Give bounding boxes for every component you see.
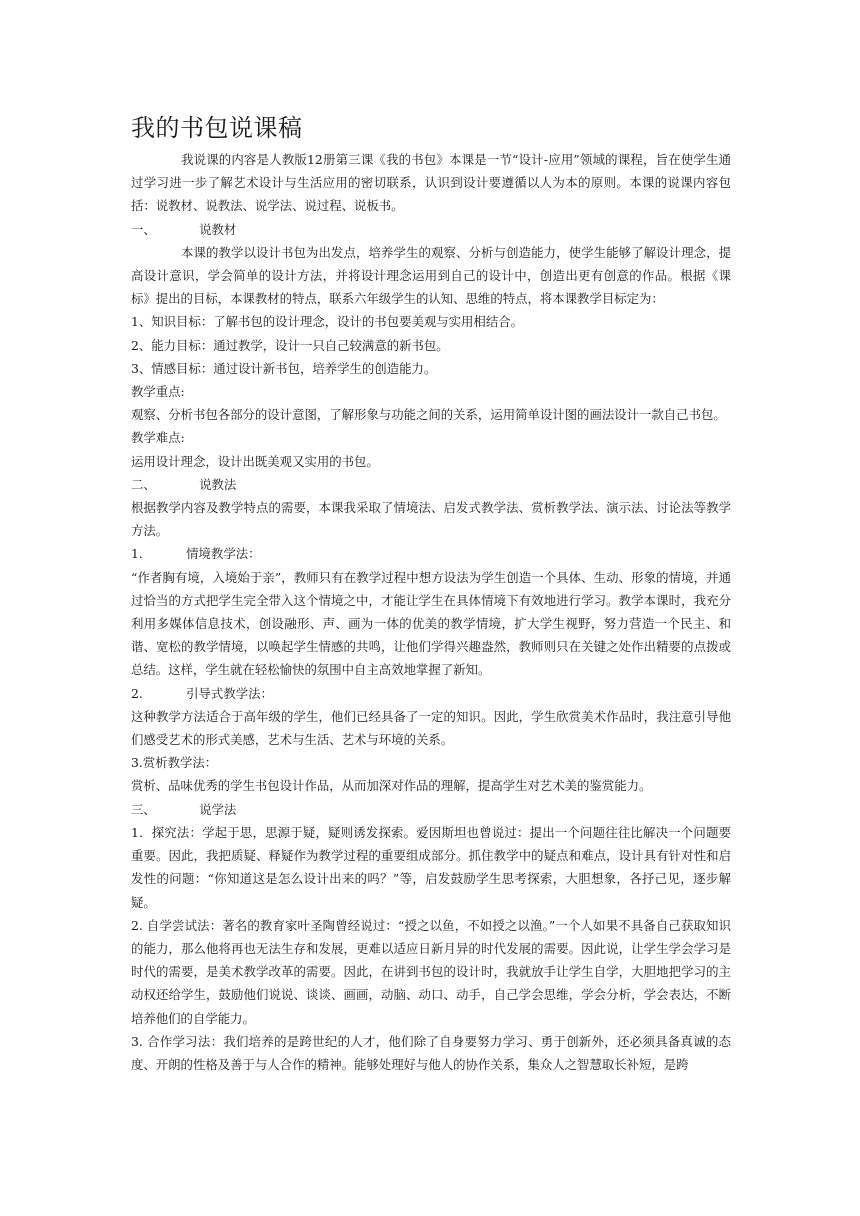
method-guided-text: 这种教学方法适合于高年级的学生，他们已经具备了一定的知识。因此，学生欣赏美术作品时，我注意引导他们感受艺术的形式美感，艺术与生活、艺术与环境的关系。 [131,708,731,748]
teaching-method-paragraph: 根据教学内容及教学特点的需要，本课我采取了情境法、启发式教学法、赏析教学法、演示法、讨论法等教学方法。 [131,500,731,539]
section-heading-teaching-method: 二、 说教法 [131,476,237,492]
study-method-self-study: 2. 自学尝试法：著名的教育家叶圣陶曾经说过：“授之以鱼，不如授之以渔。”一个人如果不具备自己获取知识的能力，那么他将再也无法生存和发展，更难以适应日新月异的时代发展的需要。因此说，让学生学会学习是时代的需要，是美术教学改革的需要。因此，在讲到书包的设计时，我就放手让学生自学，大胆地把学习的主动权还给学生，鼓励他们说说、谈谈、画画，动脑、动口、动手，自己学会思维，学会分析，学会表达，不断培养他们的自学能力。 [131,917,731,1026]
section-heading-learning-method: 三、 说学法 [131,801,237,817]
difficulty-text: 运用设计理念，设计出既美观又实用的书包。 [131,453,379,469]
key-point-label: 教学重点: [131,384,185,400]
difficulty-label: 教学难点: [131,430,185,446]
method-guided-heading: 2. 引导式教学法： [131,685,273,701]
intro-paragraph: 我说课的内容是人教版12册第三课《我的书包》本课是一节“设计-应用”领域的课程，旨在使学生通过学习进一步了解艺术设计与生活应用的密切联系，认识到设计要遵循以人为本的原则。本课的说课内容包括：说教材、说教法、说学法、说过程、说板书。 [131,152,731,214]
document-title: 我的书包说课稿 [131,114,303,142]
method-situation-text: “作者胸有境，入境始于亲”，教师只有在教学过程中想方设法为学生创造一个具体、生动、形象的情境，并通过恰当的方式把学生完全带入这个情境之中，才能让学生在具体情境下有效地进行学习。教学本课时，我充分利用多媒体信息技术，创设融形、声、画为一体的优美的教学情境，扩大学生视野，努力营造一个民主、和谐、宽松的教学情境，以唤起学生情感的共鸣，让他们学得兴趣盎然，教师则只在关键之处作出精要的点拨或总结。这样，学生就在轻松愉快的氛围中自主高效地掌握了新知。 [131,569,731,678]
goal-knowledge: 1、知识目标：了解书包的设计理念，设计的书包要美观与实用相结合。 [131,314,523,330]
document-page [131,112,731,1076]
goal-ability: 2、能力目标：通过教学，设计一只自己较满意的新书包。 [131,337,449,353]
method-appreciation-heading: 3.赏析教学法： [131,755,218,771]
textbook-paragraph: 本课的教学以设计书包为出发点，培养学生的观察、分析与创造能力，使学生能够了解设计理念，提高设计意识，学会简单的设计方法，并将设计理念运用到自己的设计中，创造出更有创意的作品。根据《课标》提出的目标，本课教材的特点，联系六年级学生的认知、思维的特点，将本课教学目标定为： [131,244,731,307]
goal-emotion: 3、情感目标：通过设计新书包，培养学生的创造能力。 [131,360,437,376]
key-point-text: 观察、分析书包各部分的设计意图，了解形象与功能之间的关系，运用简单设计图的画法设计一款自己书包。 [131,407,726,423]
study-method-inquiry: 1．探究法：学起于思，思源于疑，疑则诱发探索。爱因斯坦也曾说过：提出一个问题往往比解决一个问题要重要。因此，我把质疑、释疑作为教学过程的重要组成部分。抓住教学中的疑点和难点，设计具有针对性和启发性的问题：“你知道这是怎么设计出来的吗？”等，启发鼓励学生思考探索，大胆想象，各抒己见，逐步解疑。 [131,824,731,910]
section-heading-textbook: 一、 说教材 [131,221,237,237]
study-method-cooperative: 3. 合作学习法：我们培养的是跨世纪的人才，他们除了自身要努力学习、勇于创新外，还必须具备真诚的态度、开朗的性格及善于与人合作的精神。能够处理好与他人的协作关系，集众人之智慧取长补短，是跨 [131,1033,731,1072]
method-situation-heading: 1. 情境教学法： [131,546,261,562]
method-appreciation-text: 赏析、品味优秀的学生书包设计作品，从而加深对作品的理解，提高学生对艺术美的鉴赏能力。 [131,778,652,794]
